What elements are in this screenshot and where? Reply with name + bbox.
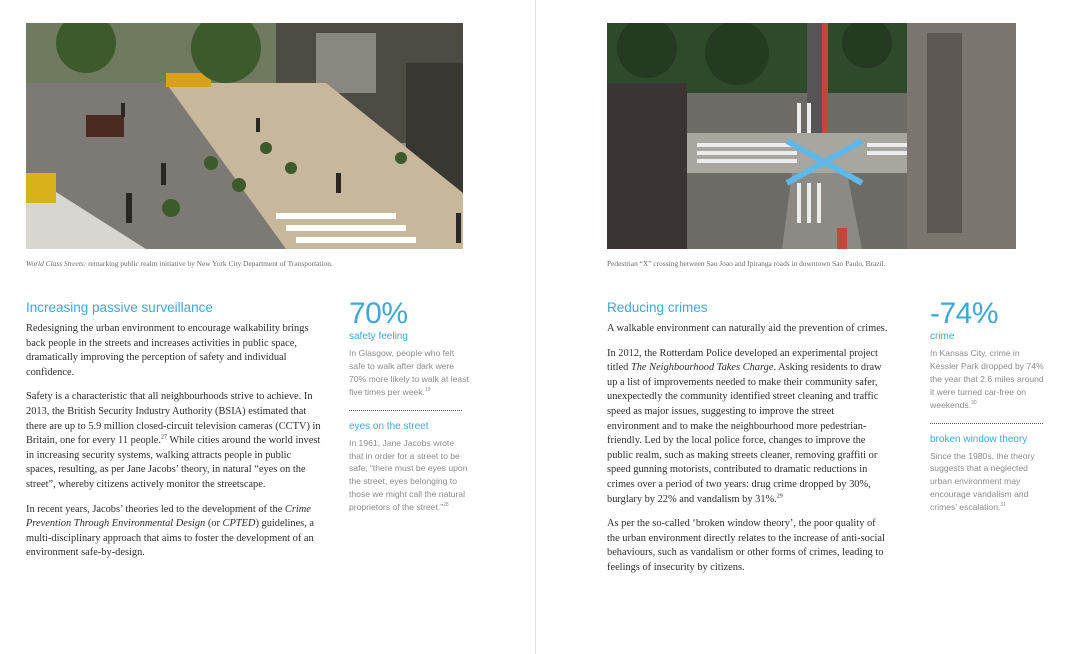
- section-heading-surveillance: Increasing passive surveillance: [26, 300, 213, 315]
- stat-text: In Glasgow, people who felt safe to walk after dark were 70% more likely to walk at least five times per week.$^{19}$: [349, 348, 469, 397]
- stat-number: 70%: [349, 297, 408, 330]
- left-page: [0, 0, 535, 654]
- side-label: broken window theory: [930, 433, 1028, 445]
- paragraph: In 2012, the Rotterdam Police developed an experimental project titled The Neighbourhood Takes Charge. Asking residents to draw up a list of improvements needed to make their community safer, unexpectedly the community identified street cleaning and traffic speed as major issues, suggesting to improve the street environment and to make the neighbourhood more pedestrian-friendly. Led by the local police force, changes to improve the public realm, such as making streets cleaner, removing graffiti or speed gunning motorists, contributed to dramatic reductions in crimes over a period of two years: drug crime dropped by 30%, burglary by 22% and vandalism by 31%.$^{29}$: [607, 347, 882, 505]
- caption-italic: World Class Streets:: [26, 259, 87, 268]
- footnote-ref: 19: [424, 386, 431, 393]
- stat-label: crime: [930, 331, 955, 342]
- paragraph: Safety is a characteristic that all neighbourhoods strive to achieve. In 2013, the British Security Industry Authority (BSIA) estimated that there are up to 5.9 million closed-circuit television cameras (CCTV) in Britain, one for every 11 people.$^{27}$ While cities around the world invest in increasing security systems, walking attracts people in public spaces, resulting, as per Jane Jacobs’ theory, in natural “eyes on the street”, whereby citizens actively monitor the streetscape.: [26, 391, 321, 490]
- caption-text: remarking public realm initiative by New York City Department of Transportation.: [86, 259, 333, 268]
- left-photo-caption: [26, 259, 333, 268]
- street-photo-new-york: [26, 23, 463, 249]
- paragraph: A walkable environment can naturally aid the prevention of crimes.: [607, 323, 888, 334]
- footnote-ref: 29: [776, 493, 783, 500]
- footnote-ref: 31: [1000, 502, 1006, 509]
- dotted-divider: [349, 410, 462, 411]
- paragraph: Redesigning the urban environment to encourage walkability brings back people in the streets and increases activities in public space, dramatically improving the perception of safety and individual confidence.: [26, 323, 309, 378]
- footnote-ref: 30: [971, 399, 977, 406]
- side-label: eyes on the street: [349, 420, 429, 432]
- paragraph: In recent years, Jacobs’ theories led to the development of the Crime Prevention Through Environmental Design (or CPTED) guidelines, a multi-disciplinary approach that aims to foster the development of an environment safe-by-design.: [26, 503, 315, 559]
- left-body-column: [26, 322, 322, 561]
- stat-text: In Kansas City, crime in Kessler Park dropped by 74% the year that 2.6 miles around it were turned car-free on weekends.$^{30}$: [930, 348, 1044, 410]
- side-text: In 1961, Jane Jacobs wrote that in order for a street to be safe, “there must be eyes upon the street, eyes belonging to those we might call the natural proprietors of the street.”$^{28}$: [349, 437, 468, 513]
- left-sidebar: [349, 299, 469, 514]
- right-body-column: [607, 322, 889, 576]
- section-heading-crimes: Reducing crimes: [607, 300, 708, 315]
- dotted-divider: [930, 423, 1043, 424]
- footnote-ref: 28: [443, 502, 449, 509]
- right-sidebar: [930, 299, 1048, 514]
- pedestrian-x-crossing-photo: [607, 23, 1016, 249]
- right-page: [536, 0, 1080, 654]
- stat-number: -74%: [930, 297, 999, 330]
- footnote-ref: 27: [160, 434, 167, 441]
- side-text: Since the 1980s, the theory suggests that a neglected urban environment may encourage vandalism and crimes’ escalation.$^{31}$: [930, 450, 1035, 513]
- stat-label: safety feeling: [349, 331, 408, 342]
- paragraph: As per the so-called ‘broken window theory’, the poor quality of the urban environment directly relates to the increase of anti-social behaviours, such as vandalism or other forms of crimes, leading to feelings of insecurity by citizens.: [607, 518, 885, 573]
- right-photo-caption: Pedestrian “X” crossing between Sao Joao and Ipiranga roads in downtown Sao Paulo, Brazil.: [607, 259, 886, 268]
